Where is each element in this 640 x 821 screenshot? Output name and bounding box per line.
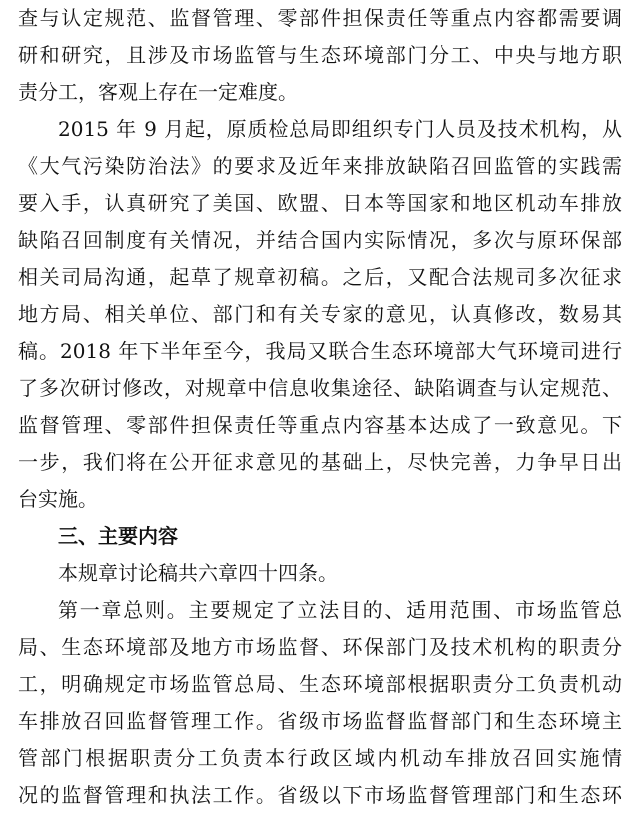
text-line: 相关司局沟通，起草了规章初稿。之后，又配合法规司多次征求 [18, 265, 622, 289]
text-line: 车排放召回监督管理工作。省级市场监督监督部门和生态环境主 [18, 709, 622, 733]
text-line: 要入手，认真研究了美国、欧盟、日本等国家和地区机动车排放 [18, 191, 622, 215]
text-line: 管部门根据职责分工负责本行政区域内机动车排放召回实施情 [18, 746, 622, 770]
text-line: 地方局、相关单位、部门和有关专家的意见，认真修改，数易其 [18, 302, 622, 326]
text-line: 《大气污染防治法》的要求及近年来排放缺陷召回监管的实践需 [18, 154, 622, 178]
text-line: 缺陷召回制度有关情况，并结合国内实际情况，多次与原环保部 [18, 228, 622, 252]
text-line: 工，明确规定市场监管总局、生态环境部根据职责分工负责机动 [18, 672, 622, 696]
text-line: 况的监督管理和执法工作。省级以下市场监督管理部门和生态环 [18, 783, 622, 807]
text-line: 研和研究，且涉及市场监管与生态环境部门分工、中央与地方职 [18, 43, 622, 67]
text-line: 稿。2018 年下半年至今，我局又联合生态环境部大气环境司进行 [18, 339, 622, 363]
text-line: 2015 年 9 月起，原质检总局即组织专门人员及技术机构，从 [58, 117, 622, 141]
text-line: 本规章讨论稿共六章四十四条。 [58, 561, 338, 585]
text-line: 一步，我们将在公开征求意见的基础上，尽快完善，力争早日出 [18, 450, 622, 474]
text-line: 查与认定规范、监督管理、零部件担保责任等重点内容都需要调 [18, 6, 622, 30]
text-line: 局、生态环境部及地方市场监督、环保部门及技术机构的职责分 [18, 635, 622, 659]
text-line: 第一章总则。主要规定了立法目的、适用范围、市场监管总 [58, 598, 622, 622]
text-line: 台实施。 [18, 487, 98, 511]
text-line: 责分工，客观上存在一定难度。 [18, 80, 298, 104]
text-line: 了多次研讨修改，对规章中信息收集途径、缺陷调查与认定规范、 [18, 376, 622, 400]
section-heading: 三、主要内容 [58, 524, 178, 548]
text-line: 监督管理、零部件担保责任等重点内容基本达成了一致意见。下 [18, 413, 622, 437]
